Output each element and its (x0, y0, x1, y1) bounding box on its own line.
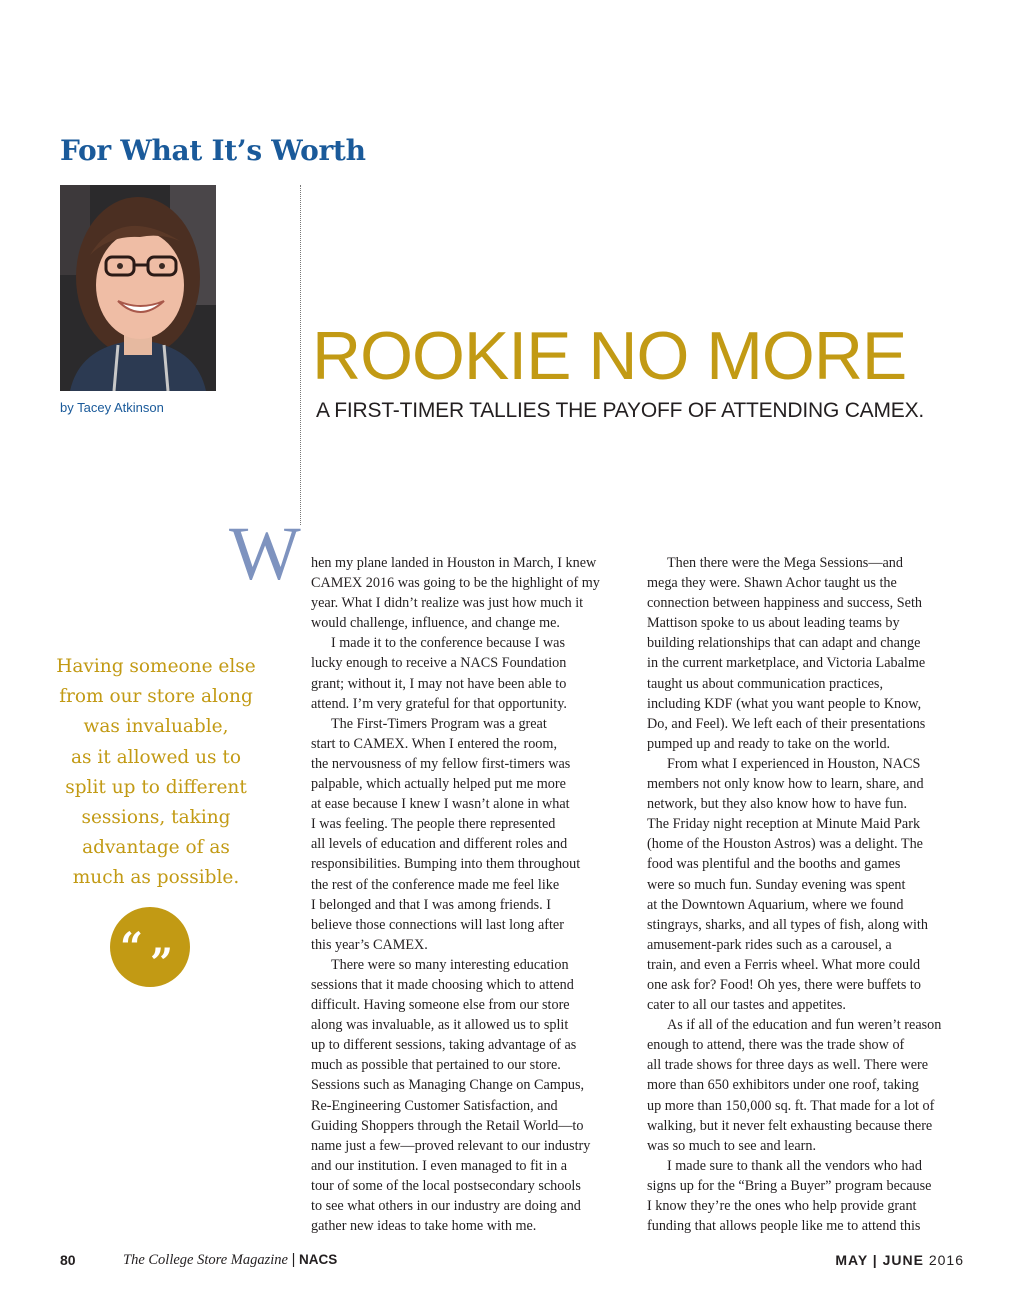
issue-months: MAY | JUNE (835, 1252, 924, 1268)
article-line: Guiding Shoppers through the Retail World—to (311, 1117, 584, 1134)
pull-quote-line: as it allowed us to (70, 746, 241, 768)
article-line: believe those connections will last long after (311, 916, 564, 933)
article-line: gather new ideas to take home with me. (311, 1218, 537, 1235)
author-photo (60, 185, 216, 391)
pull-quote-line: sessions, taking (81, 807, 231, 829)
article-line: were so much fun. Sunday evening was spent (647, 876, 906, 893)
pull-quote-line: split up to different (65, 776, 247, 798)
article-line: Do, and Feel). We left each of their presentations (647, 715, 926, 732)
article-line: name just a few—proved relevant to our industry (311, 1137, 591, 1154)
article-line: cater to all our tastes and appetites. (647, 997, 846, 1014)
article-line: I made sure to thank all the vendors who had (667, 1157, 922, 1174)
article-line: would challenge, influence, and change me. (311, 615, 560, 632)
article-column-1 (311, 553, 629, 1236)
pull-quote-line: was invaluable, (83, 716, 229, 738)
article-line: difficult. Having someone else from our store (311, 997, 570, 1014)
pull-quote-line: advantage of as (82, 837, 230, 859)
svg-text:”: ” (150, 940, 174, 987)
article-line: more than 650 exhibitors under one roof, taking (647, 1077, 919, 1094)
pull-quote (40, 652, 272, 894)
article-line: taught us about communication practices, (647, 675, 883, 692)
article-line: walking, but it never felt exhausting because there (647, 1117, 933, 1134)
article-line: much as possible that pertained to our store. (311, 1057, 561, 1074)
article-line: up more than 150,000 sq. ft. That made for a lot of (647, 1097, 935, 1114)
page-footer (60, 1252, 964, 1272)
article-line: sessions that it made choosing which to attend (311, 976, 574, 993)
article-line: palpable, which actually helped put me more (311, 776, 566, 793)
article-line: all levels of education and different roles and (311, 836, 568, 853)
org-name: NACS (299, 1252, 338, 1267)
issue-year: 2016 (928, 1252, 964, 1268)
article-line: and our institution. I even managed to fit in a (311, 1157, 568, 1174)
article-line: Then there were the Mega Sessions—and (667, 555, 903, 571)
article-line: There were so many interesting education (331, 956, 569, 973)
article-line: one ask for? Food! Oh yes, there were buffets to (647, 976, 921, 993)
page-number: 80 (60, 1252, 76, 1268)
article-line: amusement-park rides such as a carousel, a (647, 936, 892, 953)
article-line: From what I experienced in Houston, NACS (667, 755, 921, 772)
article-line: hen my plane landed in Houston in March, I knew (311, 555, 597, 571)
article-line: The Friday night reception at Minute Maid Park (647, 816, 921, 833)
article-line: enough to attend, there was the trade show of (647, 1037, 905, 1054)
article-line: in the current marketplace, and Victoria Labalme (647, 655, 926, 672)
drop-cap: W (229, 512, 301, 596)
magazine-name (123, 1252, 337, 1269)
article-line: members not only know how to learn, share, and (647, 776, 924, 793)
article-line: signs up for the “Bring a Buyer” program because (647, 1177, 932, 1194)
dek: A FIRST-TIMER TALLIES THE PAYOFF OF ATTENDING CAMEX. (316, 399, 925, 422)
pull-quote-line: much as possible. (72, 867, 240, 889)
article-line: food was plentiful and the booths and games (647, 856, 901, 873)
article-line: the nervousness of my fellow first-timers was (311, 755, 571, 772)
pull-quote-line: from our store along (59, 686, 253, 708)
issue-date (835, 1252, 964, 1268)
article-line: start to CAMEX. When I entered the room, (311, 735, 557, 752)
article-line: funding that allows people like me to attend this (647, 1218, 921, 1235)
article-line: I know they’re the ones who help provide grant (647, 1198, 917, 1214)
section-title: For What It’s Worth (60, 134, 366, 167)
article-line: grant; without it, I may not have been able to (311, 675, 567, 692)
article-line: pumped up and ready to take on the world. (647, 735, 891, 752)
article-line: this year’s CAMEX. (311, 936, 428, 953)
article-line: As if all of the education and fun weren’t reason (667, 1017, 942, 1034)
article-line: (home of the Houston Astros) was a delight. The (647, 836, 923, 853)
article-line: connection between happiness and success, Seth (647, 595, 923, 612)
svg-text:“: “ (120, 924, 144, 971)
article-line: I was feeling. The people there represented (311, 816, 556, 833)
article-line: Mattison spoke to us about leading teams by (647, 615, 900, 632)
magazine-title: The College Store Magazine (123, 1252, 288, 1268)
headline: ROOKIE NO MORE (312, 318, 907, 394)
byline: by Tacey Atkinson (60, 400, 164, 415)
article-line: tour of some of the local postsecondary schools (311, 1177, 581, 1194)
article-line: including KDF (what you want people to Know, (647, 695, 922, 712)
article-line: the rest of the conference made me feel like (311, 876, 560, 893)
article-line: along was invaluable, as it allowed us to split (311, 1017, 569, 1034)
article-line: mega they were. Shawn Achor taught us the (647, 575, 897, 592)
article-line: year. What I didn’t realize was just how much it (311, 595, 584, 612)
article-line: network, but they also know how to have fun. (647, 796, 908, 813)
article-line: all trade shows for three days as well. There were (647, 1057, 929, 1074)
article-line: train, and even a Ferris wheel. What more could (647, 956, 921, 973)
article-line: The First-Timers Program was a great (331, 715, 547, 732)
article-line: Sessions such as Managing Change on Campus, (311, 1077, 585, 1094)
article-line: at the Downtown Aquarium, where we found (647, 896, 904, 913)
article-line: attend. I’m very grateful for that opportunity. (311, 695, 567, 712)
pull-quote-line: Having someone else (56, 656, 256, 677)
article-column-2 (647, 553, 965, 1236)
article-line: at ease because I knew I wasn’t alone in what (311, 796, 570, 813)
article-line: I made it to the conference because I was (331, 635, 565, 652)
article-line: was so much to see and learn. (647, 1137, 817, 1154)
article-line: responsibilities. Bumping into them throughout (311, 856, 581, 873)
article-line: CAMEX 2016 was going to be the highlight of my (311, 575, 600, 592)
quotation-marks-icon (110, 907, 190, 987)
article-line: I belonged and that I was among friends. I (311, 896, 551, 913)
vertical-divider (300, 185, 301, 525)
article-line: Re-Engineering Customer Satisfaction, and (311, 1097, 558, 1114)
article-line: up to different sessions, taking advantage of as (311, 1037, 577, 1054)
article-line: stingrays, sharks, and all types of fish, along with (647, 916, 928, 933)
article-line: to see what others in our industry are doing and (311, 1198, 581, 1214)
footer-separator: | (291, 1252, 296, 1268)
article-line: building relationships that can adapt and change (647, 635, 921, 652)
article-line: lucky enough to receive a NACS Foundation (311, 655, 567, 672)
